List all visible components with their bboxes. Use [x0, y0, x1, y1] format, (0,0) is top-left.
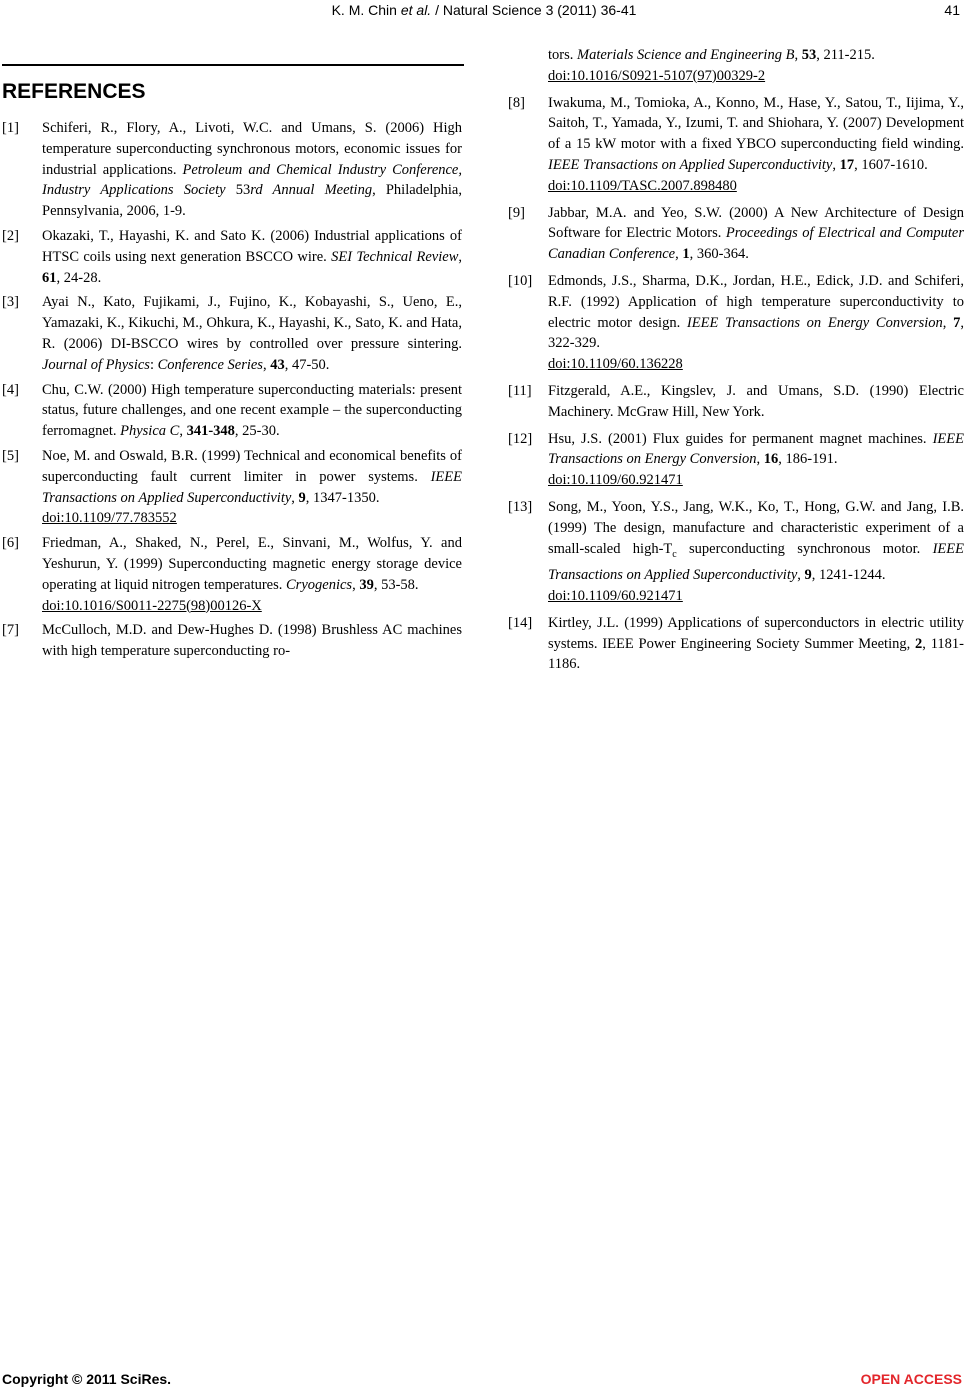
reference-text-part: , 322-329.	[548, 314, 965, 352]
reference-text-part: Ayai N., Kato, Fujikami, J., Fujino, K., Kobayashi, S., Ueno, E., Yamazaki, K., Kikuchi, M., Ohkura, K., Hayashi, K., Sato, K. and Hata, R. (2006) DI-BSCCO wires by controlled over pressure sintering.	[42, 294, 462, 352]
reference-text-part: Petroleum and Chemical Industry Conference, Industry Applications Society	[42, 161, 462, 199]
reference-text-part: 1	[682, 246, 690, 263]
reference-text	[548, 203, 964, 265]
reference-item	[508, 429, 964, 491]
page-number: 41	[944, 2, 960, 18]
reference-text-part: Okazaki, T., Hayashi, K. and Sato K. (2006) Industrial applications of HTSC coils using next generation BSCCO wire.	[42, 227, 462, 265]
reference-text-part: McCulloch, M.D. and Dew-Hughes D. (1998) Brushless AC machines with high temperature superconducting ro-	[42, 622, 462, 660]
reference-text-part: , 47-50.	[284, 356, 330, 373]
reference-text-part: 61	[42, 269, 57, 286]
reference-number: [10]	[508, 272, 533, 289]
reference-text-part: Kirtley, J.L. (1999) Applications of superconductors in electric utility systems. IEEE Power Engineering Society Summer Meeting,	[548, 614, 964, 652]
reference-text-part: ,	[179, 423, 187, 440]
reference-text-part: 7	[953, 314, 961, 331]
reference-item	[508, 93, 964, 197]
reference-number: [3]	[2, 294, 19, 311]
header-journal: / Natural Science 3 (2011) 36-41	[431, 2, 637, 18]
reference-text-part: ,	[291, 489, 299, 506]
reference-text-part: Cryogenics	[286, 576, 353, 593]
reference-text-part: , 186-191.	[778, 451, 838, 468]
reference-text-part: ,	[458, 248, 462, 265]
reference-text-part: , 24-28.	[56, 269, 102, 286]
reference-text-part: superconducting synchronous motor.	[676, 540, 933, 557]
references-right-column	[508, 45, 964, 681]
reference-text-part: 2	[915, 635, 923, 652]
reference-item	[508, 203, 964, 265]
references-left-column	[2, 118, 462, 666]
reference-item	[2, 118, 462, 222]
reference-text-part: ,	[756, 451, 764, 468]
reference-item	[2, 620, 462, 662]
reference-text-part: Physica C	[120, 423, 180, 440]
reference-text-part: , 1181-1186.	[548, 635, 964, 673]
header-et-al: et al.	[400, 2, 432, 18]
reference-text-part: Song, M., Yoon, Y.S., Jang, W.K., Ko, T., Hong, G.W. and Jang, I.B. (1999) The design, manufacture and characteristic experiment of a small-scaled high-T	[548, 498, 964, 557]
reference-text	[42, 533, 462, 595]
reference-text-part: , 360-364.	[689, 246, 749, 263]
reference-text-part: Schiferi, R., Flory, A., Livoti, W.C. and Umans, S. (2006) High temperature superconducting synchronous motors, economic issues for industrial applications.	[42, 120, 462, 178]
reference-text-part: , Philadelphia, Pennsylvania, 2006, 1-9.	[42, 182, 462, 220]
reference-item	[2, 380, 462, 442]
reference-text-part: ,	[832, 156, 840, 173]
reference-number: [7]	[2, 622, 19, 639]
running-header	[0, 2, 968, 18]
reference-text-part: Noe, M. and Oswald, B.R. (1999) Technical and economical benefits of superconducting fault current limiter in power systems.	[42, 447, 462, 485]
reference-text-part: 341-348	[186, 423, 235, 440]
reference-text-part: , 1241-1244.	[811, 567, 886, 584]
reference-text-part: ,	[797, 567, 805, 584]
reference-number: [2]	[2, 227, 19, 244]
reference-text-part: , 1607-1610.	[854, 156, 928, 173]
reference-number: [13]	[508, 498, 533, 515]
reference-text-part: Edmonds, J.S., Sharma, D.K., Jordan, H.E., Edick, J.D. and Schiferi, R.F. (1992) Application of high temperature superconductivity to electric motor design.	[548, 272, 964, 331]
reference-text-part: , 211-215.	[816, 47, 875, 63]
reference-number: [12]	[508, 430, 533, 447]
reference-text-part: SEI Technical Review	[331, 248, 459, 265]
reference-text-part: Iwakuma, M., Tomioka, A., Konno, M., Hase, Y., Satou, T., Iijima, Y., Saitoh, T., Yamada, Y., Izumi, T. and Shiohara, Y. (2007) Development of a 15 kW motor with a fixed YBCO superconducting field winding.	[548, 94, 964, 153]
reference-number: [5]	[2, 447, 19, 464]
reference-text-part: IEEE Transactions on Applied Superconductivity	[42, 468, 462, 506]
reference-text-part: IEEE Transactions on Energy Conversion	[686, 314, 943, 331]
reference-text-part: Chu, C.W. (2000) High temperature superconducting materials: present status, future challenges, and one recent example – the superconducting ferromagnet.	[42, 381, 462, 440]
reference-text-part: Jabbar, M.A. and Yeo, S.W. (2000) A New Architecture of Design Software for Electric Motors.	[548, 204, 964, 242]
reference-text-part: , 1347-1350.	[305, 489, 380, 506]
doi-link[interactable]: doi:10.1109/60.921471	[548, 472, 683, 489]
reference-number: [9]	[508, 204, 525, 221]
reference-text	[42, 118, 462, 222]
reference-number: [6]	[2, 535, 19, 552]
reference-text-part: 53	[225, 182, 251, 199]
reference-text-part: 16	[763, 451, 779, 468]
reference-item	[508, 45, 964, 87]
reference-text-part: IEEE Transactions on Applied Superconductivity	[548, 540, 964, 584]
reference-text-part: :	[149, 356, 158, 373]
doi-link[interactable]: doi:10.1109/60.136228	[548, 356, 683, 373]
doi-link[interactable]: doi:10.1016/S0011-2275(98)00126-X	[42, 597, 262, 614]
reference-text-part: Journal of Physics	[42, 356, 150, 373]
reference-text-part: ,	[942, 314, 954, 331]
reference-text	[42, 620, 462, 662]
reference-text-part: 9	[804, 567, 812, 584]
reference-text	[548, 45, 964, 66]
reference-text-part: Fitzgerald, A.E., Kingslev, J. and Umans, S.D. (1990) Electric Machinery. McGraw Hill, New York.	[548, 382, 964, 420]
section-title: REFERENCES	[2, 80, 146, 103]
reference-item	[2, 292, 462, 375]
reference-text-part: Hsu, J.S. (2001) Flux guides for permanent magnet machines.	[548, 430, 933, 447]
reference-number: [14]	[508, 614, 533, 631]
reference-text	[548, 613, 964, 675]
reference-text-part: ,	[352, 576, 360, 593]
section-divider	[2, 64, 464, 66]
reference-text-part: ,	[262, 356, 271, 373]
reference-text	[42, 226, 462, 288]
reference-text-part: 9	[298, 489, 306, 506]
copyright-notice: Copyright © 2011 SciRes.	[2, 1371, 172, 1387]
reference-text	[42, 446, 462, 508]
reference-text	[548, 93, 964, 176]
reference-text-part: 17	[839, 156, 855, 173]
doi-link[interactable]: doi:10.1016/S0921-5107(97)00329-2	[548, 67, 766, 84]
open-access-label: OPEN ACCESS	[860, 1371, 962, 1387]
reference-text-part: IEEE Transactions on Applied Superconductivity	[548, 156, 833, 173]
reference-text-part: Proceedings of Electrical and Computer Canadian Conference	[548, 225, 964, 263]
header-authors: K. M. Chin	[331, 2, 401, 18]
reference-text-part: rd Annual Meeting	[250, 182, 373, 199]
reference-number: [8]	[508, 94, 525, 111]
reference-text	[548, 381, 964, 423]
reference-text-part: Conference Series	[157, 356, 263, 373]
reference-number: [11]	[508, 382, 532, 399]
doi-link[interactable]: doi:10.1109/60.921471	[548, 588, 683, 605]
reference-item	[508, 381, 964, 423]
reference-text	[548, 271, 964, 354]
reference-text-part: IEEE Transactions on Energy Conversion	[548, 430, 964, 468]
reference-item	[508, 271, 964, 375]
reference-item	[2, 446, 462, 529]
reference-item	[508, 613, 964, 675]
reference-item	[2, 533, 462, 616]
doi-link[interactable]: doi:10.1109/TASC.2007.898480	[548, 177, 737, 194]
reference-number: [4]	[2, 381, 19, 398]
reference-text	[548, 497, 964, 586]
reference-text-part: ,	[794, 47, 802, 63]
reference-text	[42, 380, 462, 442]
reference-text-part: 53	[801, 47, 817, 63]
reference-text-part: 39	[359, 576, 374, 593]
reference-item	[2, 226, 462, 288]
reference-text-part: tors.	[548, 47, 577, 63]
reference-number: [1]	[2, 120, 19, 136]
reference-text-part: Friedman, A., Shaked, N., Perel, E., Sinvani, M., Wolfus, Y. and Yeshurun, Y. (1999) Superconducting magnetic energy storage device operating at liquid nitrogen temperatures.	[42, 535, 462, 593]
reference-text-part: Materials Science and Engineering B	[577, 47, 795, 63]
reference-text-part: ,	[675, 246, 683, 263]
doi-link[interactable]: doi:10.1109/77.783552	[42, 510, 177, 527]
reference-text	[548, 429, 964, 471]
reference-text-part: 43	[270, 356, 285, 373]
reference-text-part: c	[672, 548, 677, 560]
reference-text-part: , 25-30.	[234, 423, 280, 440]
reference-text-part: , 53-58.	[373, 576, 419, 593]
reference-item	[508, 497, 964, 607]
reference-text	[42, 292, 462, 375]
